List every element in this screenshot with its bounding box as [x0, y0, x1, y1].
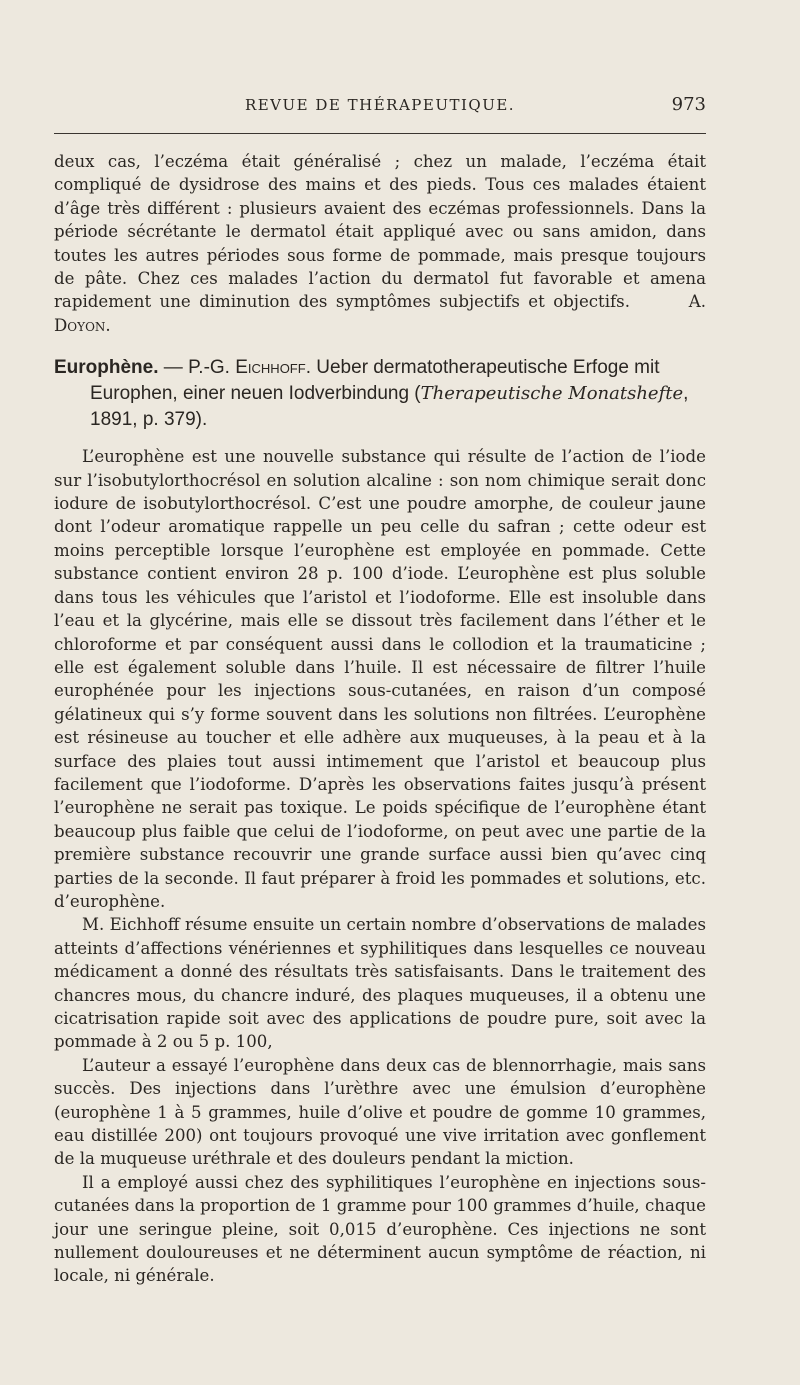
paragraph-4: Il a employé aussi chez des syphilitiques l’europhène en injections sous-cutanées dans la proportion de 1 gramme pour 100 grammes d’huile, chaque jour une seringue pleine, soit 0,015 d’europhène. Ces injections ne sont nullement douloureuses et ne déterminent aucun symptôme de réaction, ni locale, ni générale. [54, 1172, 706, 1286]
paragraph-1: L’europhène est une nouvelle substance qui résulte de l’action de l’iode sur l’isobutylorthocrésol en solution alcaline : son nom chimique serait donc iodure de isobutylorthocrésol. C’est une poudre amorphe, de couleur jaune dont l’odeur aromatique rappelle un peu celle du safran ; cette odeur est moins perceptible lorsque l’europhène est employée en pommade. Cette substance contient environ 28 p. 100 d’iode. L’europhène est plus soluble dans tous les véhicules que l’aristol et l’iodoforme. Elle est insoluble dans l’eau et la glycérine, mais elle se dissout très facilement dans l’éther et le chloroforme et par conséquent aussi dans le collodion et la traumaticine ; elle est également soluble dans l’huile. Il est nécessaire de filtrer l’huile europhénée pour les injections sous-cutanées, en raison d’un composé gélatineux qui s’y forme souvent dans les solutions non filtrées. L’europhène est résineuse au toucher et elle adhère aux muqueuses, à la peau et à la surface des plaies tout aussi intimement que l’aristol et beaucoup plus facilement que l’iodoforme. D’après les observations faites jusqu’à présent l’europhène ne serait pas toxique. Le poids spécifique de l’europhène étant beaucoup plus faible que celui de l’iodoforme, on peut avec une partie de la première substance recouvrir une grande surface aussi bien qu’avec cinq parties de la seconde. Il faut préparer à froid les pommades et solutions, etc. d’europhène. [54, 447, 706, 911]
opening-text: deux cas, l’eczéma était généralisé ; chez un malade, l’eczéma était compliqué de dysidrose des mains et des pieds. Tous ces malades étaient d’âge très différent : plusieurs avaient des eczémas professionnels. Dans la période sécrétante le dermatol était appliqué avec ou sans amidon, dans toutes les autres périodes sous forme de pommade, mais presque toujours de pâte. Chez ces malades l’action du dermatol fut favorable et amena rapidement une diminution des symptômes subjectifs et objectifs. [54, 152, 706, 312]
author-name: Eichhoff. [235, 357, 311, 379]
article-heading [54, 355, 706, 433]
article-title: Europhène. [54, 357, 159, 379]
header-rule [54, 133, 706, 134]
running-head [54, 96, 706, 126]
paragraph-3: L’auteur a essayé l’europhène dans deux cas de blennorrhagie, mais sans succès. Des injections dans l’urèthre avec une émulsion d’europhène (europhène 1 à 5 grammes, huile d’olive et poudre de gomme 10 grammes, eau distillée 200) ont toujours provoqué une vive irritation avec gonflement de la muqueuse uréthrale et des douleurs pendant la miction. [54, 1055, 706, 1169]
german-title: Ueber dermatotherapeutische Erfoge mit Europhen, einer neuen Iodverbindung ( [90, 357, 660, 405]
opening-paragraph [54, 150, 706, 337]
heading-dash: — [158, 357, 189, 379]
running-title: REVUE DE THÉRAPEUTIQUE. [244, 96, 516, 114]
citation: , 1891, p. 379). [90, 383, 689, 431]
page-number: 973 [671, 94, 706, 115]
article-body [54, 150, 706, 1288]
signature: A. Doyon. [54, 292, 706, 335]
author-initials: P.-G. [188, 357, 230, 379]
paragraph-2: M. Eichhoff résume ensuite un certain nombre d’observations de malades atteints d’affections vénériennes et syphilitiques dans lesquelles ce nouveau médicament a donné des résultats très satisfaisants. Dans le traitement des chancres mous, du chancre induré, des plaques muqueuses, il a obtenu une cicatrisation rapide soit avec des applications de poudre pure, soit avec la pommade à 2 ou 5 p. 100, [54, 915, 706, 1052]
journal-name: Therapeutische Monatshefte [420, 383, 684, 405]
